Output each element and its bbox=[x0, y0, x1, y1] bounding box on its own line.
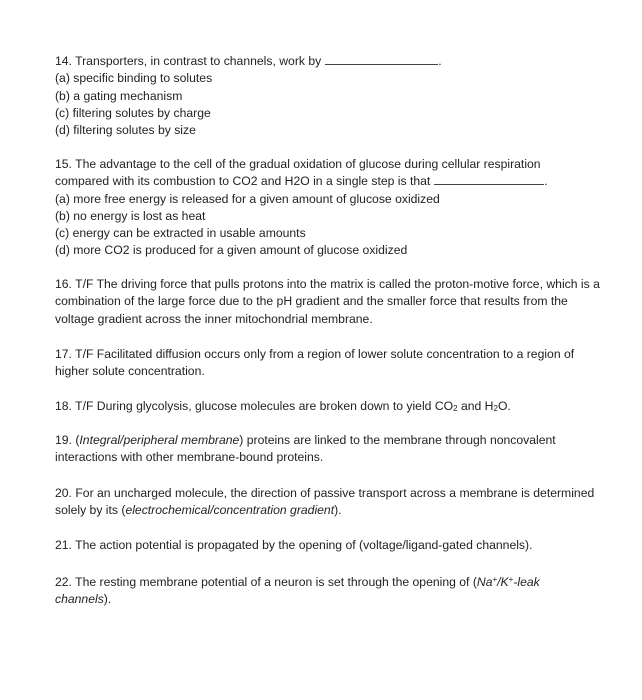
answer-blank[interactable] bbox=[325, 53, 438, 65]
question-19: 19. (Integral/peripheral membrane) proteins are linked to the membrane through noncovalent interactions with other membrane-bound proteins. bbox=[55, 433, 556, 465]
answer-blank[interactable] bbox=[434, 173, 544, 185]
option-b: (b) no energy is lost as heat bbox=[55, 208, 206, 223]
question-15-stem-line2: compared with its combustion to CO2 and H2O in a single step is that . bbox=[55, 174, 548, 189]
option-b: (b) a gating mechanism bbox=[55, 88, 183, 103]
question-22 bbox=[55, 571, 600, 609]
question-20: 20. For an uncharged molecule, the direction of passive transport across a membrane is determined solely by its (electrochemical/concentration gradient). bbox=[55, 486, 595, 518]
option-d: (d) more CO2 is produced for a given amount of glucose oxidized bbox=[55, 243, 408, 258]
question-17: 17. T/F Facilitated diffusion occurs only from a region of lower solute concentration to a region of higher solute concentration. bbox=[55, 347, 575, 379]
question-22-line2: channels). bbox=[55, 592, 112, 607]
question-15-stem-line1: 15. The advantage to the cell of the gradual oxidation of glucose during cellular respiration bbox=[55, 157, 541, 171]
question-15 bbox=[55, 156, 600, 260]
option-c: (c) filtering solutes by charge bbox=[55, 105, 211, 120]
question-22-line1: 22. The resting membrane potential of a neuron is set through the opening of (Na+/K+-leak bbox=[55, 575, 540, 589]
option-d: (d) filtering solutes by size bbox=[55, 123, 196, 138]
question-14 bbox=[55, 53, 600, 139]
question-21: 21. The action potential is propagated by the opening of (voltage/ligand-gated channels). bbox=[55, 538, 533, 552]
option-a: (a) specific binding to solutes bbox=[55, 71, 213, 86]
option-c: (c) energy can be extracted in usable amounts bbox=[55, 226, 306, 241]
question-18: 18. T/F During glycolysis, glucose molecules are broken down to yield $CO_2$ and $H_2O$. bbox=[55, 399, 511, 413]
question-16: 16. T/F The driving force that pulls protons into the matrix is called the proton-motive force, which is a combination of the large force due to the pH gradient and the smaller force that results from the voltage gradient across the inner mitochondrial membrane. bbox=[55, 277, 600, 326]
question-14-stem: 14. Transporters, in contrast to channels, work by . bbox=[55, 54, 442, 68]
option-a: (a) more free energy is released for a given amount of glucose oxidized bbox=[55, 191, 440, 206]
